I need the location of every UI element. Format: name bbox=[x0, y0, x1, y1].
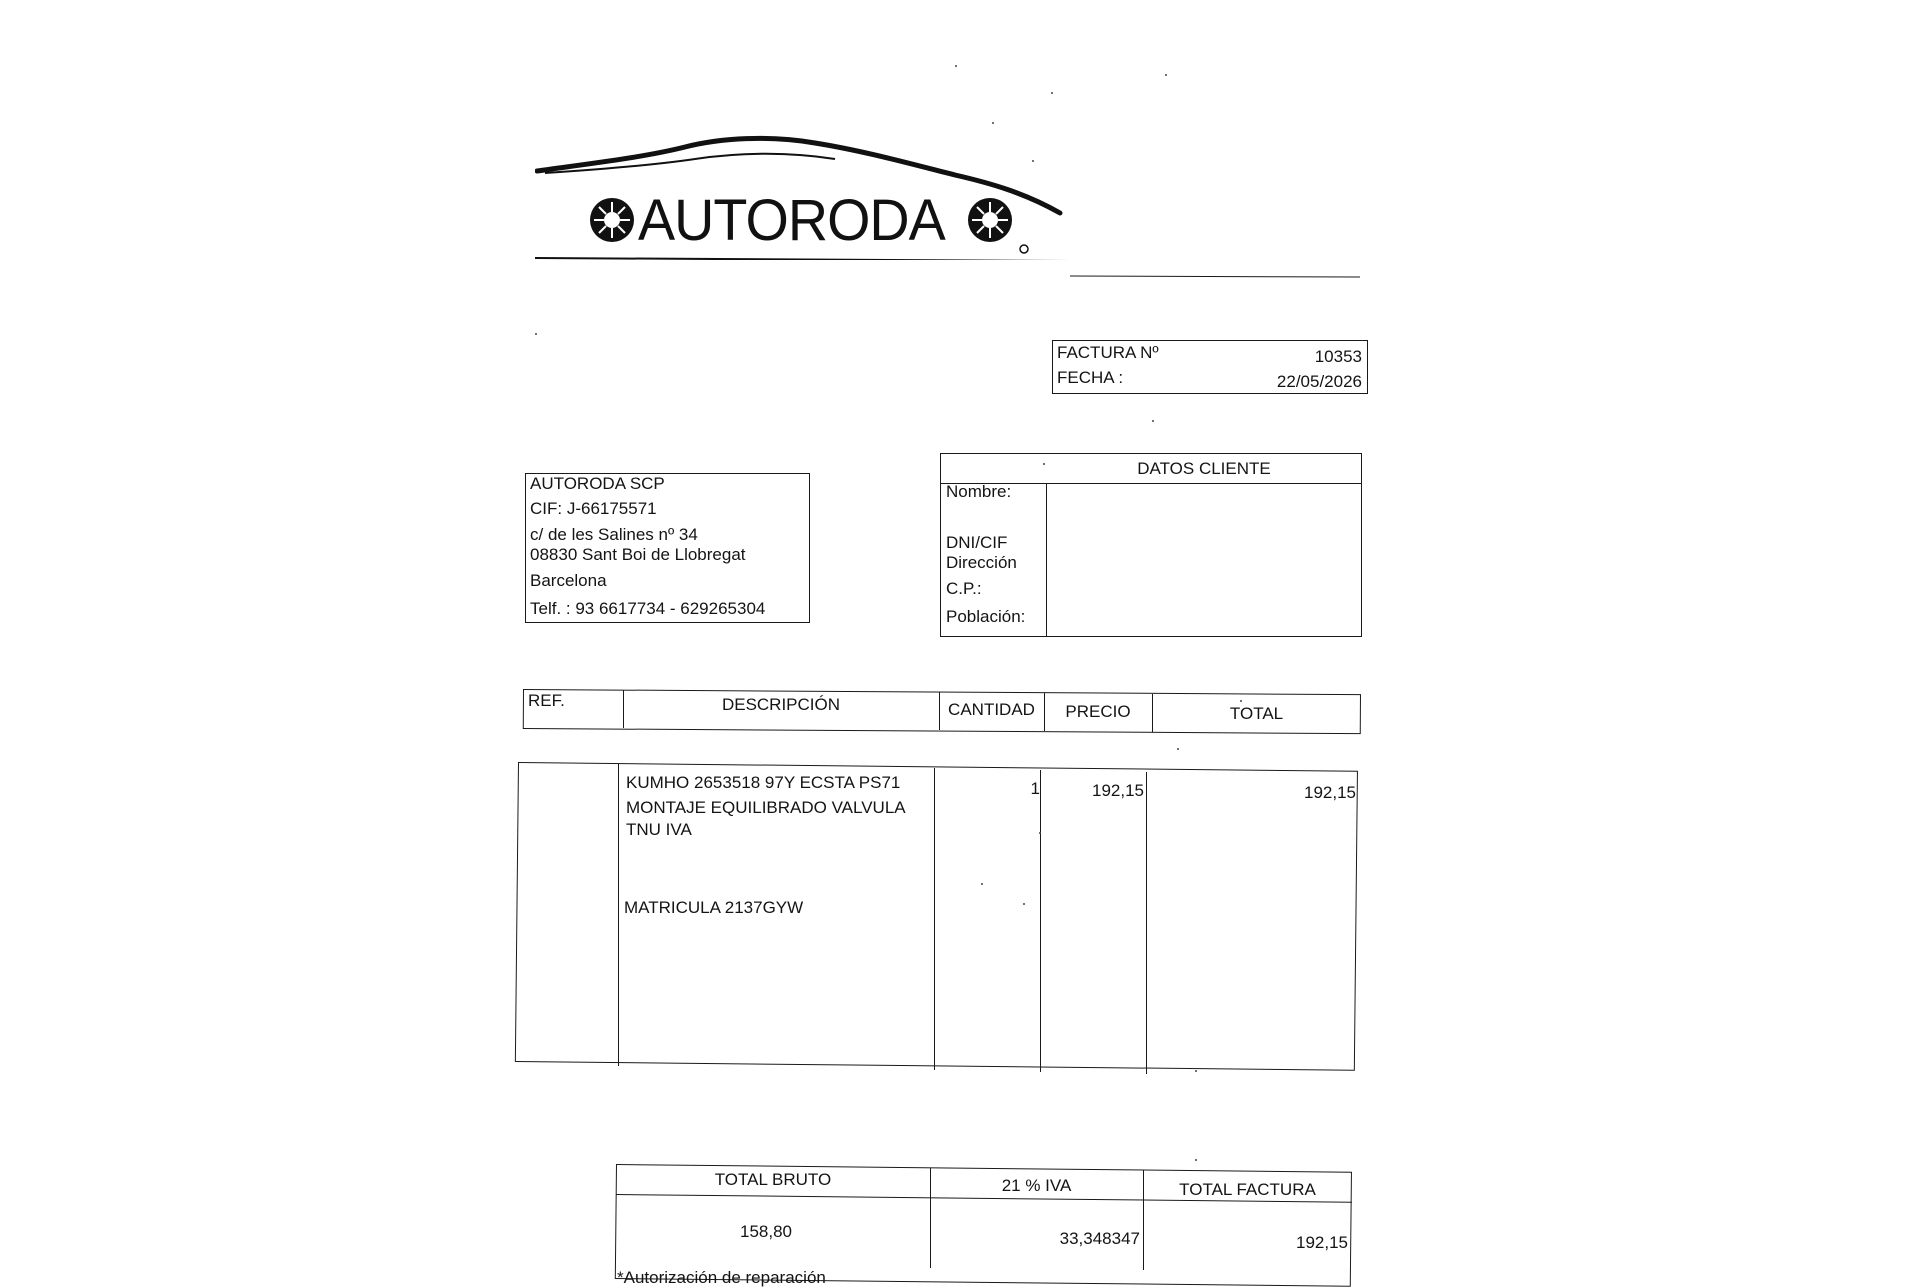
client-title: DATOS CLIENTE bbox=[1137, 459, 1271, 478]
total-factura-value: 192,15 bbox=[1296, 1233, 1348, 1252]
body-divider-2 bbox=[934, 768, 935, 1070]
scan-speck bbox=[1152, 420, 1154, 422]
company-phone: Telf. : 93 6617734 - 629265304 bbox=[530, 599, 766, 618]
scan-speck bbox=[1177, 748, 1179, 750]
scan-speck bbox=[1043, 463, 1045, 465]
client-cp-label: C.P.: bbox=[946, 579, 982, 598]
iva-label: 21 % IVA bbox=[1001, 1176, 1072, 1195]
item-cantidad: 1 bbox=[1030, 779, 1040, 798]
header-precio: PRECIO bbox=[1065, 702, 1131, 721]
iva-value: 33,348347 bbox=[1059, 1229, 1140, 1248]
item-description-line-1: KUMHO 2653518 97Y ECSTA PS71 bbox=[626, 773, 901, 792]
client-label-divider bbox=[1046, 483, 1047, 637]
client-poblacion-label: Población: bbox=[946, 607, 1026, 626]
invoice-date: 22/05/2026 bbox=[1276, 372, 1362, 391]
scan-speck bbox=[535, 333, 537, 335]
client-nombre-label: Nombre: bbox=[946, 482, 1012, 501]
total-bruto-label: TOTAL BRUTO bbox=[714, 1170, 832, 1189]
company-street: c/ de les Salines nº 34 bbox=[530, 525, 698, 544]
company-cif: CIF: J-66175571 bbox=[530, 499, 657, 518]
header-cantidad: CANTIDAD bbox=[948, 700, 1035, 719]
item-description-line-3: TNU IVA bbox=[626, 820, 692, 839]
logo-wordmark: AUTORODA bbox=[638, 188, 945, 253]
client-dni-label: DNI/CIF bbox=[946, 533, 1008, 552]
item-total: 192,15 bbox=[1304, 783, 1356, 802]
scan-speck bbox=[1039, 832, 1041, 834]
total-bruto-value: 158,80 bbox=[740, 1222, 792, 1241]
item-description-line-2: MONTAJE EQUILIBRADO VALVULA bbox=[626, 798, 906, 817]
header-rule bbox=[1070, 275, 1360, 277]
scan-speck bbox=[981, 883, 983, 885]
invoice-number: 10353 bbox=[1314, 347, 1362, 366]
scan-speck bbox=[1195, 1070, 1197, 1072]
scan-speck bbox=[955, 65, 957, 67]
body-divider-1 bbox=[618, 764, 619, 1066]
header-total: TOTAL bbox=[1229, 704, 1284, 723]
header-ref: REF. bbox=[528, 691, 565, 710]
company-name: AUTORODA SCP bbox=[530, 474, 665, 493]
item-precio: 192,15 bbox=[1092, 781, 1144, 800]
footer-note: *Autorización de reparación bbox=[617, 1268, 826, 1287]
item-description-line-4: MATRICULA 2137GYW bbox=[624, 898, 804, 917]
company-logo bbox=[535, 135, 1070, 260]
body-divider-3 bbox=[1040, 770, 1041, 1072]
body-divider-4 bbox=[1146, 772, 1147, 1074]
company-city: 08830 Sant Boi de Llobregat bbox=[530, 545, 746, 564]
invoice-date-label: FECHA : bbox=[1057, 368, 1124, 387]
scan-speck bbox=[1051, 92, 1053, 94]
scan-speck bbox=[992, 122, 994, 124]
client-direccion-label: Dirección bbox=[946, 553, 1017, 572]
scan-speck bbox=[1195, 1159, 1197, 1161]
company-province: Barcelona bbox=[530, 571, 607, 590]
scan-speck bbox=[1023, 903, 1025, 905]
scan-speck bbox=[1032, 160, 1034, 162]
total-factura-label: TOTAL FACTURA bbox=[1179, 1180, 1316, 1199]
scan-speck bbox=[1165, 74, 1167, 76]
header-descripcion: DESCRIPCIÓN bbox=[721, 695, 841, 714]
scan-speck bbox=[1240, 700, 1242, 702]
invoice-number-label: FACTURA Nº bbox=[1057, 343, 1159, 362]
